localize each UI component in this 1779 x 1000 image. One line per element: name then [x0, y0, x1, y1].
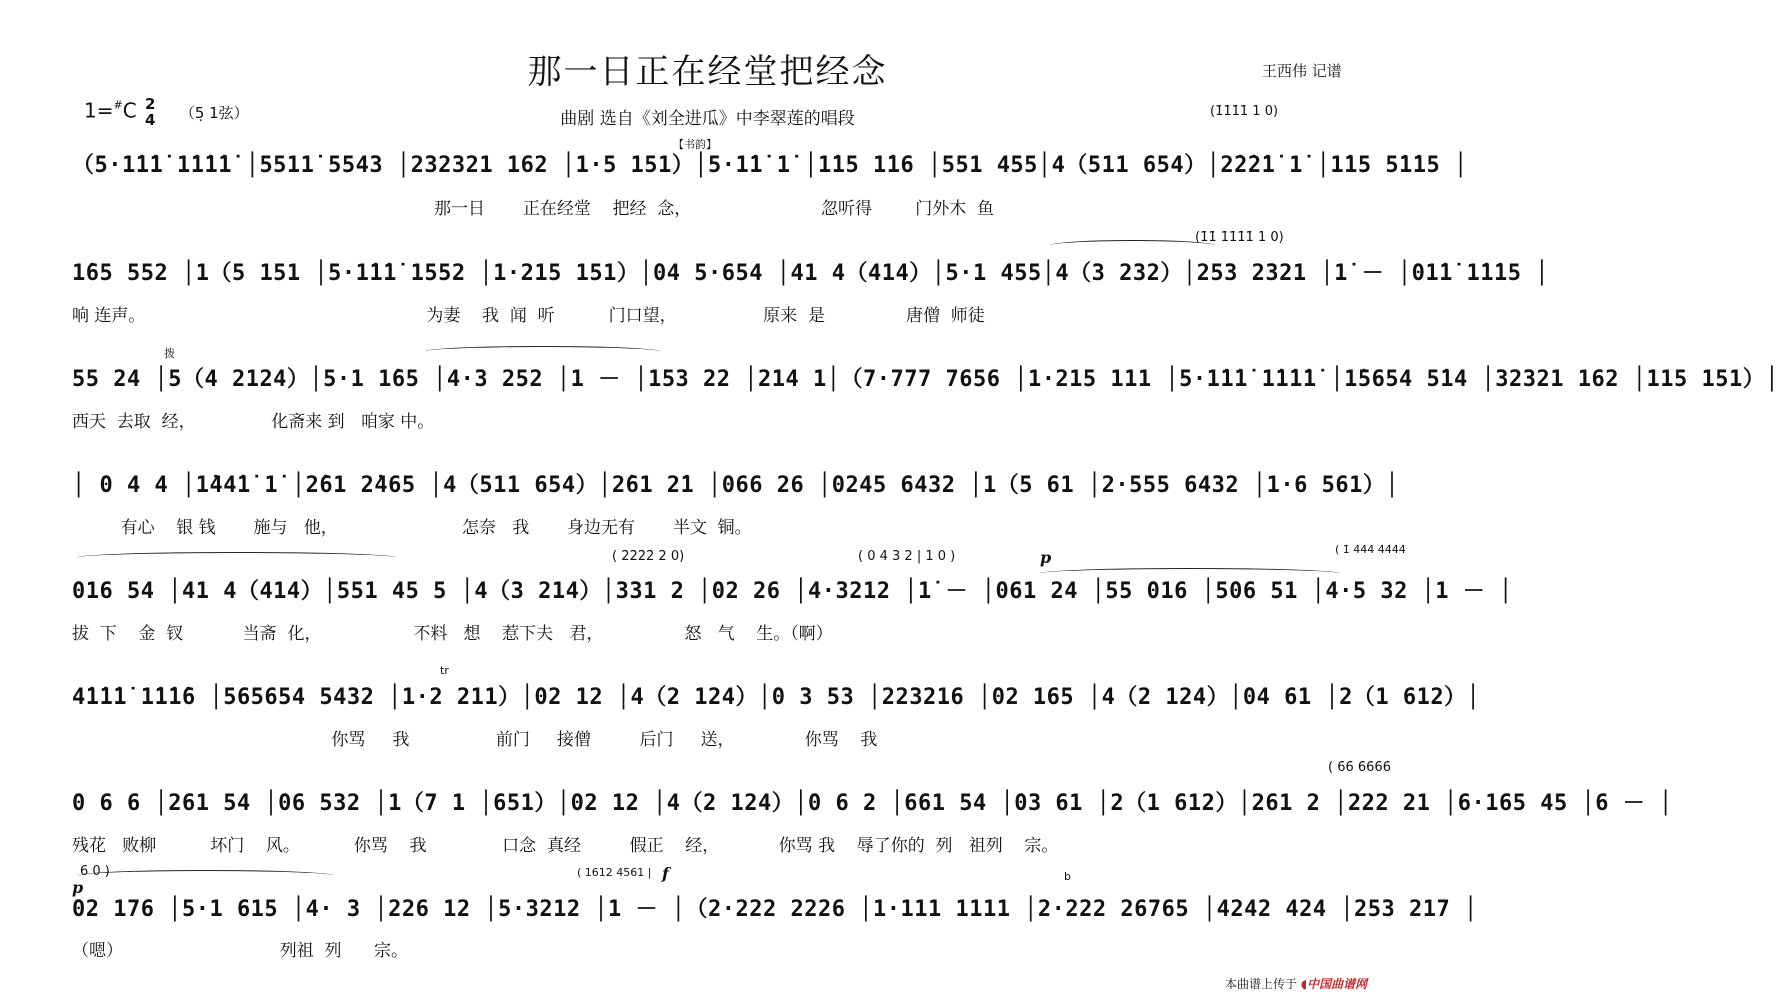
notation-line: 55 24 │5（4 2124）│5·1 1̇65 │4·3 252 │1 － │153 22 │214 1│（7·777 7656 │1·215 111 │5·1̇1̇1̇ 1̇1̇1̇1̇ │1̇5654 5̇14 │32321 162 │115 151）│ [72, 367, 1779, 392]
lyric-line: 你骂 我 前门 接僧 后门 送， 你骂 我 [72, 730, 878, 750]
lyric-line: 拔 下 金 钗 当斋 化， 不料 想 惹下夫 君， 怒 气 生。（啊） [72, 624, 833, 644]
annotation-paren: ( 6̇6̇ 6̇6̇6̇6̇ [1328, 760, 1391, 775]
string-tuning: （5̣ 1弦） [179, 103, 249, 122]
page-title: 那一日正在经堂把经念 [527, 52, 888, 92]
annotation-paren: (1̇1̇ 1̇1̇1̇1̇ 1 0) [1195, 230, 1284, 245]
notation-line: 4̇1̇1̇1̇ 1̇1̇1̇6 │565654 5432 │1·2 211）│02 12 │4（2 124）│0 3 53 │223216 │02 165 │4（2 124）│04 61 │2（1 612）│ [72, 685, 1481, 710]
score-line-8 [72, 892, 1478, 926]
score-line-5 [72, 574, 1513, 608]
notation-line: │ 0 4 4 │1̇44̇1̇ 1̇ │2̇61 2̇465 │4（511 654）│2̇61 2̇1 │066 26 │0245 6432 │1（5 61 │2·555 6432 │1·6 561）│ [72, 473, 1400, 498]
key-prefix: 1= [84, 98, 114, 123]
annotation-paren: 6 0 ) [80, 864, 110, 879]
annotation-paren: (1̇1̇1̇1̇ 1 0) [1210, 104, 1279, 119]
lyric-line: 那一日 正在经堂 把经 念， 忽听得 门外木 鱼 [72, 199, 995, 219]
upload-footer [1225, 975, 1367, 992]
dynamic-marking: p [72, 878, 84, 897]
annotation-flat: b [1064, 870, 1071, 883]
lyric-line: （嗯） 列祖 列 宗。 [72, 941, 408, 961]
annotation-shuyun: 【书韵】 [673, 138, 717, 151]
annotation-trill: tr [440, 664, 449, 677]
sharp-sign: # [113, 98, 123, 112]
notation-line: 0 6 6 │261 54 │06 532 │1（7 1 │651）│02 12 │4（2 124）│0 6 2 │661 54 │03 61 │2（1 612）│261 2 │222 21 │6·165 45 │6 － │ [72, 791, 1673, 816]
annotation-paren: ( 1612 4561 | [577, 866, 652, 879]
slur-arc [425, 346, 660, 357]
score-line-7 [72, 786, 1673, 820]
score-line-4 [72, 468, 1400, 502]
annotation-paren: ( 1̇ 4̇4̇4̇ 4̇4̇4̇4̇ [1335, 543, 1406, 556]
notation-line: 016 54 │41 4（414）│551 45 5 │4（3 214）│331 2 │02 26 │4·3212 │1̇ － │061 24 │55 016 │506 51 │4·5 32 │1 － │ [72, 579, 1513, 604]
slur-arc [78, 552, 396, 563]
notation-line: 02 176 │5·1 615 │4· 3 │226 12 │5·3212 │1 － │（2·222 2226 │1·111 1111 │2·222 26765 │4242 424 │253 217 │ [72, 897, 1478, 922]
score-line-6 [72, 680, 1481, 714]
annotation-paren: ( 0 4 3 2 | 1 0 ) [858, 549, 956, 564]
time-top: 2 [145, 95, 156, 113]
score-line-1 [72, 148, 1468, 182]
lyric-line: 响 连声。 为妻 我 闻 听 门口望， 原来 是 唐僧 师徒 [72, 306, 985, 326]
score-line-3 [72, 362, 1779, 396]
score-line-2 [72, 256, 1550, 290]
dynamic-marking: f [662, 864, 669, 883]
composer-credit: 王西伟 记谱 [1262, 62, 1342, 80]
slur-arc [78, 870, 333, 881]
time-bottom: 4 [145, 111, 156, 129]
lyric-line: 有心 银 钱 施与 他， 怎奈 我 身边无有 半文 铜。 [72, 518, 752, 538]
slur-arc [1050, 240, 1215, 251]
upload-prefix: 本曲谱上传于 [1225, 977, 1298, 991]
notation-line: （5·1̇1̇1̇ 1̇1̇1̇1̇ │5511̇ 5543 │232321 162 │1·5 151）│5·1̇1̇ 1̇ │1̇15 1̇16 │551 455│4（511 654）│2̇2̇2̇1̇ 1̇ │1̇15 5̇1̇15 │ [72, 153, 1468, 178]
dynamic-marking: p [1040, 548, 1052, 567]
lyric-line: 西天 去取 经， 化斋来 到 咱家 中。 [72, 412, 435, 432]
subtitle: 曲剧 选自《刘全进瓜》中李翠莲的唱段 [560, 109, 855, 129]
lyric-line: 残花 败柳 坏门 风。 你骂 我 口念 真经 假正 经， 你骂 我 辱了你的 列 祖列 宗。 [72, 836, 1059, 856]
key-note: C [122, 98, 137, 123]
site-brand[interactable]: 中国曲谱网 [1307, 977, 1368, 991]
notation-line: 1̇65 552 │1（5 151 │5·1̇1̇1̇ 1552 │1·215 151）│04 5·654 │41 4（414）│5·1 455│4（3 232）│253 2321 │1̇ － │01̇1̇ 1̇1̇15 │ [72, 261, 1550, 286]
site-logo-icon: ◖ [1300, 977, 1308, 991]
annotation-paren: ( 2̇2̇2̇2̇ 2 0) [612, 549, 685, 564]
annotation-bo: 拨 [164, 347, 175, 360]
